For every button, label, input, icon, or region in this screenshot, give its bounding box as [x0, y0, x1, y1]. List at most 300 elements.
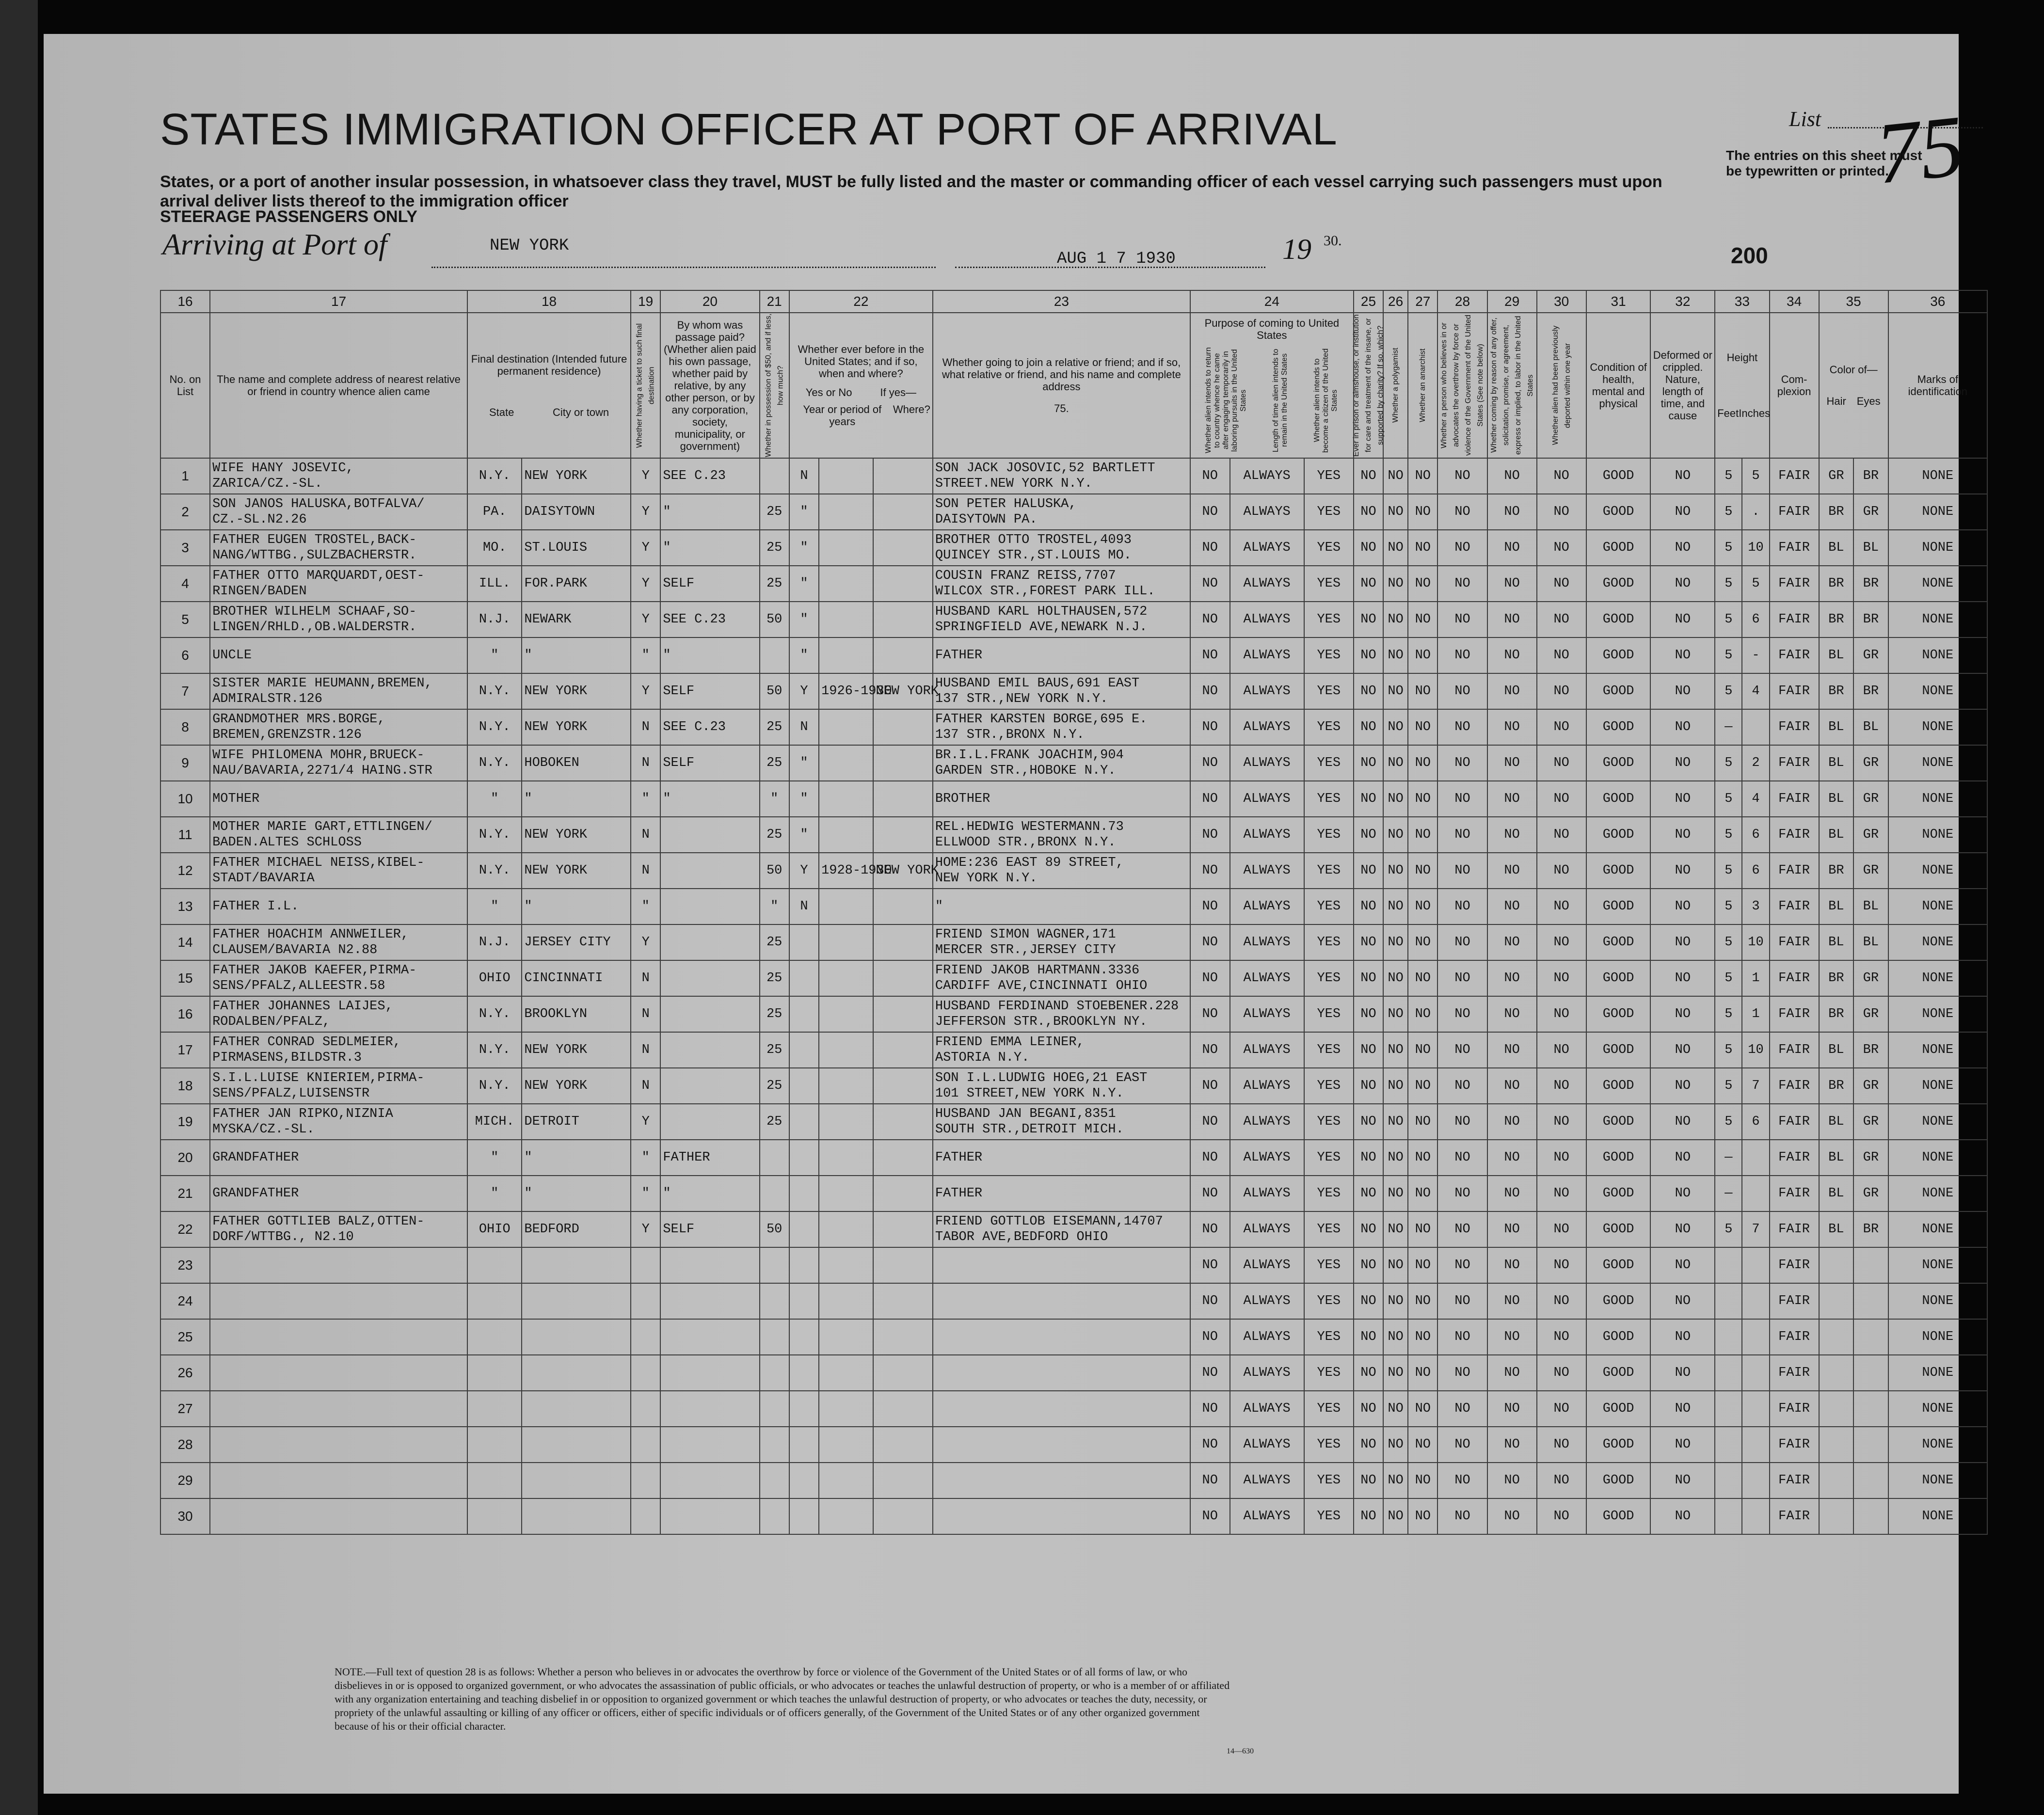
city-cell: [522, 1247, 631, 1283]
table-row: [160, 637, 1987, 673]
ticket-cell: Y: [631, 1104, 660, 1140]
header-purpose-title: Purpose of coming to United States: [1204, 317, 1340, 341]
relative-cell-line: FATHER JAN RIPKO,NIZNIA: [212, 1107, 393, 1121]
state-cell: [467, 1463, 522, 1498]
state-cell: N.Y.: [467, 817, 522, 853]
where-cell: [873, 889, 933, 924]
joining-cell-line: FRIEND EMMA LEINER,: [935, 1035, 1085, 1050]
citizen-cell: YES: [1304, 1283, 1354, 1319]
relative-cell-line: S.I.L.LUISE KNIERIEM,PIRMA-: [212, 1071, 425, 1085]
deformed-cell: NO: [1650, 602, 1715, 637]
money-cell: 50: [760, 602, 789, 637]
state-cell: ": [467, 781, 522, 817]
before-us-cell: ": [789, 637, 819, 673]
overthrow-cell: NO: [1437, 817, 1487, 853]
money-cell: 25: [760, 709, 789, 745]
joining-cell: [933, 637, 1190, 673]
deformed-cell: NO: [1650, 924, 1715, 960]
where-cell: [873, 960, 933, 996]
complexion-cell: FAIR: [1770, 637, 1819, 673]
ticket-cell: [631, 1355, 660, 1391]
eyes-cell: GR: [1853, 781, 1888, 817]
prison-cell: NO: [1354, 745, 1383, 781]
hair-cell: [1819, 1391, 1853, 1427]
deported-cell: NO: [1537, 709, 1586, 745]
date-stamp: AUG 1 7 1930: [1057, 250, 1176, 268]
return-cell: NO: [1190, 602, 1230, 637]
anarchist-cell: NO: [1408, 889, 1437, 924]
period-cell: [819, 1498, 873, 1534]
polygamist-cell: NO: [1383, 566, 1408, 602]
inches-cell: [1742, 1391, 1769, 1427]
marks-cell: NONE: [1888, 924, 1987, 960]
overthrow-cell: NO: [1437, 1283, 1487, 1319]
joining-cell-line: HUSBAND EMIL BAUS,691 EAST: [935, 676, 1140, 691]
complexion-cell: FAIR: [1770, 996, 1819, 1032]
hair-cell: [1819, 1355, 1853, 1391]
length-cell: ALWAYS: [1230, 924, 1304, 960]
joining-cell: [933, 781, 1190, 817]
relative-cell-line: SISTER MARIE HEUMANN,BREMEN,: [212, 676, 432, 691]
relative-cell-line: FATHER MICHAEL NEISS,KIBEL-: [212, 856, 425, 870]
paid-by-cell: [660, 960, 759, 996]
eyes-cell: BR: [1853, 1211, 1888, 1247]
overthrow-cell: NO: [1437, 458, 1487, 494]
relative-cell: [210, 889, 467, 924]
page-number: 200: [1731, 243, 1768, 268]
joining-cell: [933, 1247, 1190, 1283]
polygamist-cell: NO: [1383, 1283, 1408, 1319]
money-cell: 25: [760, 1032, 789, 1068]
where-cell: [873, 1068, 933, 1104]
relative-cell: [210, 1283, 467, 1319]
ticket-cell: N: [631, 960, 660, 996]
joining-cell-line: TABOR AVE,BEDFORD OHIO: [935, 1230, 1108, 1244]
table-row: [160, 960, 1987, 996]
city-cell: BEDFORD: [522, 1211, 631, 1247]
before-us-cell: [789, 1247, 819, 1283]
complexion-cell: FAIR: [1770, 709, 1819, 745]
length-cell: ALWAYS: [1230, 566, 1304, 602]
deported-cell: NO: [1537, 889, 1586, 924]
where-cell: [873, 1283, 933, 1319]
before-us-cell: [789, 1391, 819, 1427]
contract-cell: NO: [1487, 1140, 1537, 1176]
money-cell: [760, 1319, 789, 1355]
health-cell: GOOD: [1586, 853, 1651, 889]
hair-cell: BR: [1819, 602, 1853, 637]
deported-cell: NO: [1537, 781, 1586, 817]
paid-by-cell: [660, 889, 759, 924]
before-us-cell: [789, 1283, 819, 1319]
table-row: [160, 530, 1987, 566]
length-cell: ALWAYS: [1230, 889, 1304, 924]
health-cell: GOOD: [1586, 889, 1651, 924]
joining-cell-line: GARDEN STR.,HOBOKE N.Y.: [935, 764, 1116, 778]
ticket-cell: Y: [631, 673, 660, 709]
length-cell: ALWAYS: [1230, 1068, 1304, 1104]
period-cell: [819, 924, 873, 960]
city-cell: [522, 1498, 631, 1534]
marks-cell: NONE: [1888, 1463, 1987, 1498]
relative-cell-line: CZ.-SL.N2.26: [212, 512, 307, 527]
hair-cell: BR: [1819, 566, 1853, 602]
contract-cell: NO: [1487, 1463, 1537, 1498]
complexion-cell: FAIR: [1770, 1247, 1819, 1283]
paid-by-cell: SELF: [660, 673, 759, 709]
state-cell: N.Y.: [467, 853, 522, 889]
eyes-cell: GR: [1853, 853, 1888, 889]
deported-cell: NO: [1537, 566, 1586, 602]
anarchist-cell: NO: [1408, 1032, 1437, 1068]
overthrow-cell: NO: [1437, 1427, 1487, 1463]
contract-cell: NO: [1487, 530, 1537, 566]
length-cell: ALWAYS: [1230, 1104, 1304, 1140]
deformed-cell: NO: [1650, 1498, 1715, 1534]
overthrow-cell: NO: [1437, 1463, 1487, 1498]
joining-cell: [933, 889, 1190, 924]
paid-by-cell: ": [660, 781, 759, 817]
citizen-cell: YES: [1304, 530, 1354, 566]
deformed-cell: NO: [1650, 1140, 1715, 1176]
money-cell: [760, 458, 789, 494]
anarchist-cell: NO: [1408, 566, 1437, 602]
health-cell: GOOD: [1586, 637, 1651, 673]
relative-cell: [210, 566, 467, 602]
polygamist-cell: NO: [1383, 1032, 1408, 1068]
complexion-cell: FAIR: [1770, 745, 1819, 781]
ticket-cell: Y: [631, 924, 660, 960]
marks-cell: NONE: [1888, 1032, 1987, 1068]
citizen-cell: YES: [1304, 960, 1354, 996]
paid-by-cell: ": [660, 637, 759, 673]
header-nearest-relative: The name and complete address of nearest relative or friend in country whence alien came: [210, 313, 467, 458]
relative-cell: [210, 1140, 467, 1176]
marks-cell: NONE: [1888, 494, 1987, 530]
eyes-cell: [1853, 1463, 1888, 1498]
where-cell: [873, 602, 933, 637]
joining-cell: [933, 1319, 1190, 1355]
row-number: 22: [160, 1211, 210, 1247]
relative-cell-line: FATHER GOTTLIEB BALZ,OTTEN-: [212, 1214, 425, 1229]
length-cell: ALWAYS: [1230, 1176, 1304, 1211]
ticket-cell: Y: [631, 566, 660, 602]
row-number: 5: [160, 602, 210, 637]
deported-cell: NO: [1537, 637, 1586, 673]
header-deported: Whether alien had been previously deported within one year: [1537, 313, 1586, 458]
deported-cell: NO: [1537, 1283, 1586, 1319]
city-cell: [522, 1427, 631, 1463]
polygamist-cell: NO: [1383, 602, 1408, 637]
row-number: 30: [160, 1498, 210, 1534]
state-cell: [467, 1498, 522, 1534]
joining-cell-line: DAISYTOWN PA.: [935, 512, 1038, 527]
row-number: 21: [160, 1176, 210, 1211]
polygamist-cell: NO: [1383, 1427, 1408, 1463]
complexion-cell: FAIR: [1770, 1104, 1819, 1140]
paid-by-cell: [660, 817, 759, 853]
relative-cell: [210, 1247, 467, 1283]
list-number: 75: [1871, 97, 1968, 202]
deformed-cell: NO: [1650, 1319, 1715, 1355]
entries-note-line: The entries on this sheet must: [1726, 148, 1922, 163]
citizen-cell: YES: [1304, 1498, 1354, 1534]
length-cell: ALWAYS: [1230, 853, 1304, 889]
complexion-cell: FAIR: [1770, 853, 1819, 889]
anarchist-cell: NO: [1408, 1355, 1437, 1391]
length-cell: ALWAYS: [1230, 709, 1304, 745]
column-number: 23: [933, 290, 1190, 313]
health-cell: GOOD: [1586, 566, 1651, 602]
hair-cell: BR: [1819, 1068, 1853, 1104]
deformed-cell: NO: [1650, 960, 1715, 996]
period-cell: [819, 1319, 873, 1355]
inches-cell: [1742, 1140, 1769, 1176]
deformed-cell: NO: [1650, 1211, 1715, 1247]
health-cell: GOOD: [1586, 494, 1651, 530]
deformed-cell: NO: [1650, 1391, 1715, 1427]
where-cell: [873, 1247, 933, 1283]
inches-cell: 6: [1742, 817, 1769, 853]
joining-cell: [933, 1355, 1190, 1391]
eyes-cell: BL: [1853, 924, 1888, 960]
citizen-cell: YES: [1304, 1211, 1354, 1247]
complexion-cell: FAIR: [1770, 1391, 1819, 1427]
health-cell: GOOD: [1586, 709, 1651, 745]
return-cell: NO: [1190, 781, 1230, 817]
header-before-us: [789, 313, 933, 458]
relative-cell-line: BREMEN,GRENZSTR.126: [212, 728, 362, 742]
hair-cell: [1819, 1319, 1853, 1355]
overthrow-cell: NO: [1437, 1247, 1487, 1283]
before-us-cell: [789, 960, 819, 996]
hair-cell: BL: [1819, 1176, 1853, 1211]
hair-cell: BL: [1819, 530, 1853, 566]
before-us-cell: [789, 924, 819, 960]
column-number: 28: [1437, 290, 1487, 313]
polygamist-cell: NO: [1383, 1140, 1408, 1176]
before-us-cell: [789, 1355, 819, 1391]
joining-cell-line: FATHER: [935, 648, 983, 663]
city-cell: NEW YORK: [522, 853, 631, 889]
feet-cell: 5: [1715, 1068, 1742, 1104]
deported-cell: NO: [1537, 1319, 1586, 1355]
citizen-cell: YES: [1304, 637, 1354, 673]
health-cell: GOOD: [1586, 745, 1651, 781]
prison-cell: NO: [1354, 637, 1383, 673]
inches-cell: 10: [1742, 924, 1769, 960]
feet-cell: 5: [1715, 1104, 1742, 1140]
complexion-cell: FAIR: [1770, 889, 1819, 924]
prison-cell: NO: [1354, 817, 1383, 853]
eyes-cell: [1853, 1247, 1888, 1283]
where-cell: NEW YORK: [873, 673, 933, 709]
citizen-cell: YES: [1304, 458, 1354, 494]
citizen-cell: YES: [1304, 1176, 1354, 1211]
joining-cell: [933, 602, 1190, 637]
anarchist-cell: NO: [1408, 530, 1437, 566]
header-yes-no: Yes or No: [805, 386, 852, 398]
money-cell: 50: [760, 673, 789, 709]
state-cell: [467, 1319, 522, 1355]
contract-cell: NO: [1487, 781, 1537, 817]
length-cell: ALWAYS: [1230, 673, 1304, 709]
anarchist-cell: NO: [1408, 1176, 1437, 1211]
anarchist-cell: NO: [1408, 1498, 1437, 1534]
return-cell: NO: [1190, 566, 1230, 602]
ticket-cell: N: [631, 1068, 660, 1104]
table-row: [160, 673, 1987, 709]
money-cell: 25: [760, 494, 789, 530]
hair-cell: BL: [1819, 745, 1853, 781]
feet-cell: [1715, 1427, 1742, 1463]
period-cell: [819, 960, 873, 996]
marks-cell: NONE: [1888, 1319, 1987, 1355]
inches-cell: [1742, 1176, 1769, 1211]
row-number: 24: [160, 1283, 210, 1319]
before-us-cell: [789, 1463, 819, 1498]
row-number: 20: [160, 1140, 210, 1176]
before-us-cell: N: [789, 889, 819, 924]
money-cell: ": [760, 889, 789, 924]
table-row: [160, 1068, 1987, 1104]
length-cell: ALWAYS: [1230, 745, 1304, 781]
joining-cell-line: WILCOX STR.,FOREST PARK ILL.: [935, 584, 1155, 599]
overthrow-cell: NO: [1437, 853, 1487, 889]
contract-cell: NO: [1487, 494, 1537, 530]
relative-cell-line: NAU/BAVARIA,2271/4 HAING.STR: [212, 764, 432, 778]
header-paid-by: By whom was passage paid? (Whether alien paid his own passage, whether paid by relative, by any other person, or by any corporation, society, municipality, or government): [660, 313, 759, 458]
header-purpose-length: Length of time alien intends to remain in the United States: [1272, 349, 1289, 452]
prison-cell: NO: [1354, 602, 1383, 637]
row-number: 2: [160, 494, 210, 530]
polygamist-cell: NO: [1383, 1319, 1408, 1355]
eyes-cell: GR: [1853, 745, 1888, 781]
table-row: [160, 817, 1987, 853]
paid-by-cell: [660, 1427, 759, 1463]
contract-cell: NO: [1487, 602, 1537, 637]
feet-cell: [1715, 1463, 1742, 1498]
overthrow-cell: NO: [1437, 1211, 1487, 1247]
header-eyes: Eyes: [1856, 395, 1881, 407]
contract-cell: NO: [1487, 745, 1537, 781]
before-us-cell: N: [789, 458, 819, 494]
header-where: Where?: [893, 403, 930, 415]
marks-cell: NONE: [1888, 673, 1987, 709]
return-cell: NO: [1190, 1140, 1230, 1176]
table-row: [160, 853, 1987, 889]
joining-cell-line: HUSBAND JAN BEGANI,8351: [935, 1107, 1116, 1121]
table-row: [160, 709, 1987, 745]
header-anarchist: Whether an anarchist: [1408, 313, 1437, 458]
contract-cell: NO: [1487, 1068, 1537, 1104]
joining-cell: [933, 1427, 1190, 1463]
deformed-cell: NO: [1650, 853, 1715, 889]
citizen-cell: YES: [1304, 1068, 1354, 1104]
where-cell: NEW YORK: [873, 853, 933, 889]
feet-cell: 5: [1715, 996, 1742, 1032]
year-prefix: 19: [1282, 233, 1311, 265]
deported-cell: NO: [1537, 1391, 1586, 1427]
polygamist-cell: NO: [1383, 817, 1408, 853]
deported-cell: NO: [1537, 530, 1586, 566]
deported-cell: NO: [1537, 1355, 1586, 1391]
money-cell: 25: [760, 960, 789, 996]
joining-cell: [933, 1211, 1190, 1247]
deformed-cell: NO: [1650, 996, 1715, 1032]
relative-cell: [210, 1176, 467, 1211]
where-cell: [873, 745, 933, 781]
paid-by-cell: SELF: [660, 566, 759, 602]
overthrow-cell: NO: [1437, 1032, 1487, 1068]
citizen-cell: YES: [1304, 566, 1354, 602]
before-us-cell: [789, 1104, 819, 1140]
before-us-cell: ": [789, 566, 819, 602]
paid-by-cell: SELF: [660, 1211, 759, 1247]
eyes-cell: GR: [1853, 1068, 1888, 1104]
complexion-cell: FAIR: [1770, 1355, 1819, 1391]
contract-cell: NO: [1487, 1498, 1537, 1534]
before-us-cell: ": [789, 745, 819, 781]
anarchist-cell: NO: [1408, 602, 1437, 637]
ticket-cell: Y: [631, 530, 660, 566]
overthrow-cell: NO: [1437, 1104, 1487, 1140]
relative-cell-line: SENS/PFALZ,LUISENSTR: [212, 1086, 370, 1101]
feet-cell: 5: [1715, 673, 1742, 709]
complexion-cell: FAIR: [1770, 781, 1819, 817]
state-cell: OHIO: [467, 960, 522, 996]
table-row: [160, 924, 1987, 960]
row-number: 14: [160, 924, 210, 960]
joining-cell-line: HUSBAND KARL HOLTHAUSEN,572: [935, 605, 1148, 619]
row-number: 16: [160, 996, 210, 1032]
complexion-cell: FAIR: [1770, 673, 1819, 709]
joining-cell: [933, 494, 1190, 530]
prison-cell: NO: [1354, 530, 1383, 566]
prison-cell: NO: [1354, 566, 1383, 602]
marks-cell: NONE: [1888, 602, 1987, 637]
state-cell: N.Y.: [467, 1032, 522, 1068]
length-cell: ALWAYS: [1230, 637, 1304, 673]
row-number: 10: [160, 781, 210, 817]
ticket-cell: N: [631, 745, 660, 781]
paid-by-cell: [660, 1068, 759, 1104]
overthrow-cell: NO: [1437, 494, 1487, 530]
city-cell: HOBOKEN: [522, 745, 631, 781]
hair-cell: BR: [1819, 494, 1853, 530]
relative-cell-line: LINGEN/RHLD.,OB.WALDERSTR.: [212, 620, 417, 635]
joining-cell-line: SON PETER HALUSKA,: [935, 497, 1077, 511]
joining-cell: [933, 1391, 1190, 1427]
contract-cell: NO: [1487, 1391, 1537, 1427]
hair-cell: BR: [1819, 996, 1853, 1032]
state-cell: ": [467, 1176, 522, 1211]
deported-cell: NO: [1537, 996, 1586, 1032]
anarchist-cell: NO: [1408, 960, 1437, 996]
paid-by-cell: SELF: [660, 745, 759, 781]
row-number: 26: [160, 1355, 210, 1391]
joining-cell: [933, 566, 1190, 602]
city-cell: ": [522, 889, 631, 924]
where-cell: [873, 1140, 933, 1176]
polygamist-cell: NO: [1383, 960, 1408, 996]
inches-cell: 4: [1742, 673, 1769, 709]
polygamist-cell: NO: [1383, 1068, 1408, 1104]
header-final-destination-title: Final destination (Intended future permanent residence): [471, 352, 627, 377]
return-cell: NO: [1190, 1427, 1230, 1463]
eyes-cell: [1853, 1355, 1888, 1391]
relative-cell: [210, 673, 467, 709]
